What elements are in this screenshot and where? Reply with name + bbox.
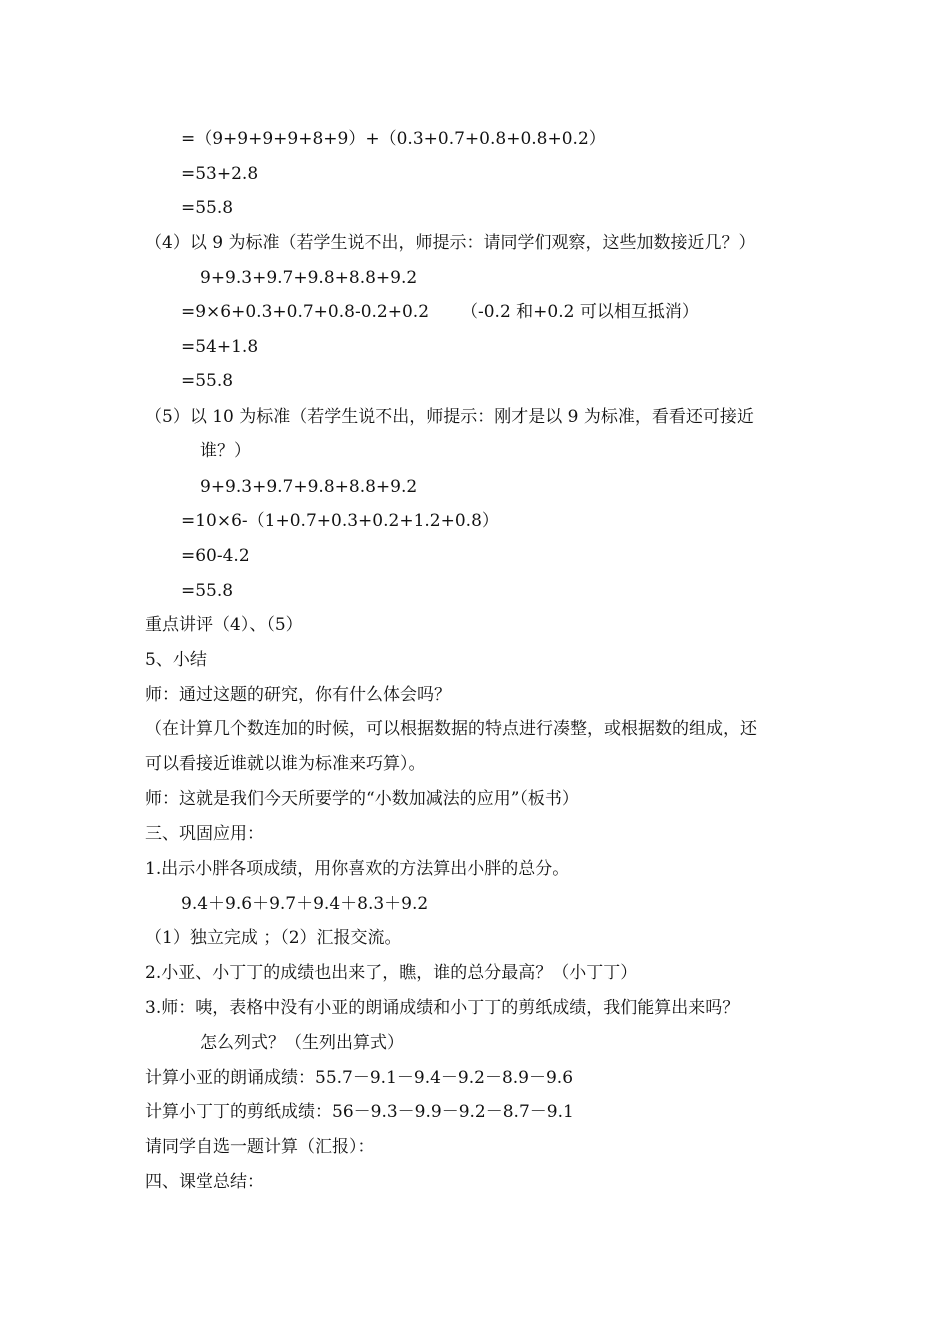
text-line-5: 9+9.3+9.7+9.8+8.8+9.2 — [200, 268, 418, 288]
text-line-14: =55.8 — [181, 581, 234, 601]
text-line-10: 谁？） — [200, 441, 251, 461]
text-line-19: 可以看接近谁就以谁为标准来巧算）。 — [145, 754, 426, 774]
text-line-15: 重点讲评（4）、（5） — [145, 615, 303, 635]
text-line-9: （5）以 10 为标准（若学生说不出，师提示：刚才是以 9 为标准，看看还可接近 — [145, 407, 754, 427]
text-line-12: =10×6-（1+0.7+0.3+0.2+1.2+0.8） — [181, 511, 499, 531]
text-line-18: （在计算几个数连加的时候，可以根据数据的特点进行凑整，或根据数的组成，还 — [145, 719, 757, 739]
text-line-25: 2.小亚、小丁丁的成绩也出来了，瞧，谁的总分最高？（小丁丁） — [145, 963, 638, 983]
text-line-21: 三、巩固应用： — [145, 824, 264, 844]
text-line-17: 师：通过这题的研究，你有什么体会吗？ — [145, 685, 451, 705]
text-line-26: 3.师：咦，表格中没有小亚的朗诵成绩和小丁丁的剪纸成绩，我们能算出来吗？ — [145, 998, 740, 1018]
text-line-4: （4）以 9 为标准（若学生说不出，师提示：请同学们观察，这些加数接近几？） — [145, 233, 756, 253]
text-line-28: 计算小亚的朗诵成绩：55.7－9.1－9.4－9.2－8.9－9.6 — [145, 1068, 574, 1088]
text-line-16: 5、小结 — [145, 650, 207, 670]
text-line-6: =9×6+0.3+0.7+0.8-0.2+0.2 — [181, 302, 430, 322]
text-line-7: =54+1.8 — [181, 337, 259, 357]
text-line-6-note: （-0.2 和+0.2 可以相互抵消） — [461, 302, 699, 322]
text-line-22: 1.出示小胖各项成绩，用你喜欢的方法算出小胖的总分。 — [145, 859, 570, 879]
text-line-23: 9.4＋9.6＋9.7＋9.4＋8.3＋9.2 — [181, 894, 429, 914]
text-line-31: 四、课堂总结： — [145, 1172, 264, 1192]
text-line-27: 怎么列式？（生列出算式） — [200, 1033, 404, 1053]
text-line-11: 9+9.3+9.7+9.8+8.8+9.2 — [200, 477, 418, 497]
text-line-8: =55.8 — [181, 371, 234, 391]
text-line-24: （1）独立完成 ；（2）汇报交流。 — [145, 928, 402, 948]
text-line-2: =53+2.8 — [181, 164, 259, 184]
text-line-1: =（9+9+9+9+8+9）+（0.3+0.7+0.8+0.8+0.2） — [181, 129, 606, 149]
text-line-30: 请同学自选一题计算（汇报）： — [145, 1137, 375, 1157]
text-line-3: =55.8 — [181, 198, 234, 218]
text-line-29: 计算小丁丁的剪纸成绩：56－9.3－9.9－9.2－8.7－9.1 — [145, 1102, 574, 1122]
text-line-20: 师：这就是我们今天所要学的“小数加减法的应用”（板书） — [145, 789, 579, 809]
text-line-13: =60-4.2 — [181, 546, 250, 566]
